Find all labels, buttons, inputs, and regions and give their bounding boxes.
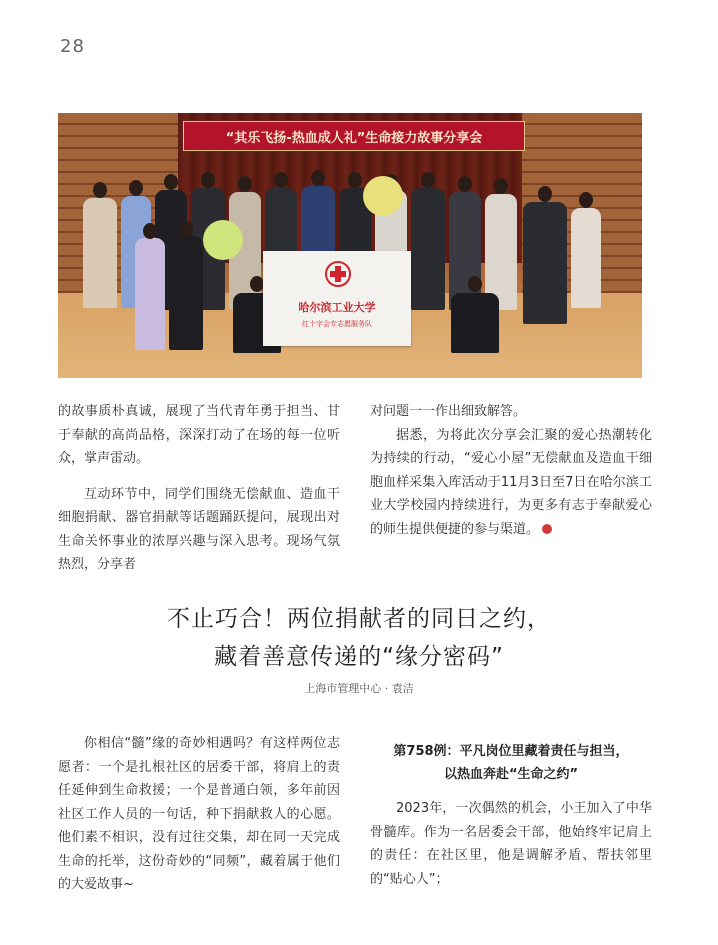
red-cross-flag: [263, 251, 411, 346]
person-head: [538, 186, 552, 202]
held-sign: [203, 220, 243, 260]
title-line: 不止巧合！两位捐献者的同日之约，: [167, 606, 551, 632]
event-group-photo: [58, 113, 642, 378]
flag-university-name: 哈尔滨工业大学: [298, 301, 376, 314]
red-cross-icon: [325, 261, 351, 287]
title-line: 藏着善意传递的“缘分密码”: [214, 644, 504, 670]
person: [83, 198, 117, 308]
person-head: [274, 172, 288, 188]
article2-right-column: [370, 797, 652, 891]
subheading-line: 第758例：平凡岗位里藏着责任与担当，: [393, 744, 629, 759]
person-head: [93, 182, 107, 198]
paragraph: 对问题一一作出细致解答。: [370, 404, 527, 419]
flag-team-name: 红十字会专志愿服务队: [302, 320, 372, 328]
person: [523, 202, 567, 324]
person-head: [458, 176, 472, 192]
event-banner: [183, 121, 525, 151]
person: [135, 238, 165, 350]
paragraph-text: 据悉，为将此次分享会汇聚的爱心热潮转化为持续的行动，“爱心小屋”无偿献血及造血干细胞血样采集入库活动于11月3日至7日在哈尔滨工业大学校园内持续进行，为更多有志于奉献爱心的师生提供便捷的参与渠道。: [370, 427, 652, 537]
person: [169, 236, 203, 350]
paragraph: 你相信“髓”缘的奇妙相遇吗？有这样两位志愿者：一个是扎根社区的居委干部，将肩上的责任延伸到生命救援；一个是普通白领，多年前因社区工作人员的一句话，种下捐献救人的心愿。他们素不相识，没有过往交集，却在同一天完成生命的托举，这份奇妙的“同频”，藏着属于他们的大爱故事~: [58, 736, 340, 892]
byline: 上海市管理中心 · 袁洁: [304, 682, 414, 695]
person-head: [179, 221, 193, 237]
end-mark-icon: [542, 524, 552, 534]
person-head: [348, 172, 362, 188]
article2-left-column: [58, 732, 340, 897]
person-head: [201, 172, 215, 188]
subheading-line: 以热血奔赴“生命之约”: [443, 767, 579, 782]
page-number: 28: [60, 36, 85, 57]
person-head: [311, 170, 325, 186]
person-head: [164, 174, 178, 190]
person-head: [129, 180, 143, 196]
article1-left-column: [58, 400, 340, 577]
person: [571, 208, 601, 308]
person-head: [238, 176, 252, 192]
paragraph: [370, 424, 652, 542]
paragraph: 的故事质朴真诚，展现了当代青年勇于担当、甘于奉献的高尚品格，深深打动了在场的每一位听众，掌声雷动。: [58, 404, 340, 466]
person-head: [143, 223, 157, 239]
held-sign: [363, 176, 403, 216]
person-head: [421, 172, 435, 188]
article1-right-column: [370, 400, 652, 541]
person: [451, 293, 499, 353]
paragraph: 2023年，一次偶然的机会，小王加入了中华骨髓库。作为一名居委会干部，他始终牢记肩上的责任：在社区里，他是调解矛盾、帮扶邻里的“贴心人”；: [370, 801, 652, 887]
person-head: [494, 178, 508, 194]
person-head: [468, 276, 482, 292]
article2-title: [0, 600, 718, 676]
paragraph: 互动环节中，同学们围绕无偿献血、造血干细胞捐献、器官捐献等话题踊跃提问，展现出对生命关怀事业的浓厚兴趣与深入思考。现场气氛热烈，分享者: [58, 486, 340, 572]
person: [411, 188, 445, 310]
banner-text: “其乐飞扬-热血成人礼”生命接力故事分享会: [225, 130, 483, 146]
person-head: [250, 276, 264, 292]
person-head: [579, 192, 593, 208]
section-subheading: [370, 740, 652, 786]
